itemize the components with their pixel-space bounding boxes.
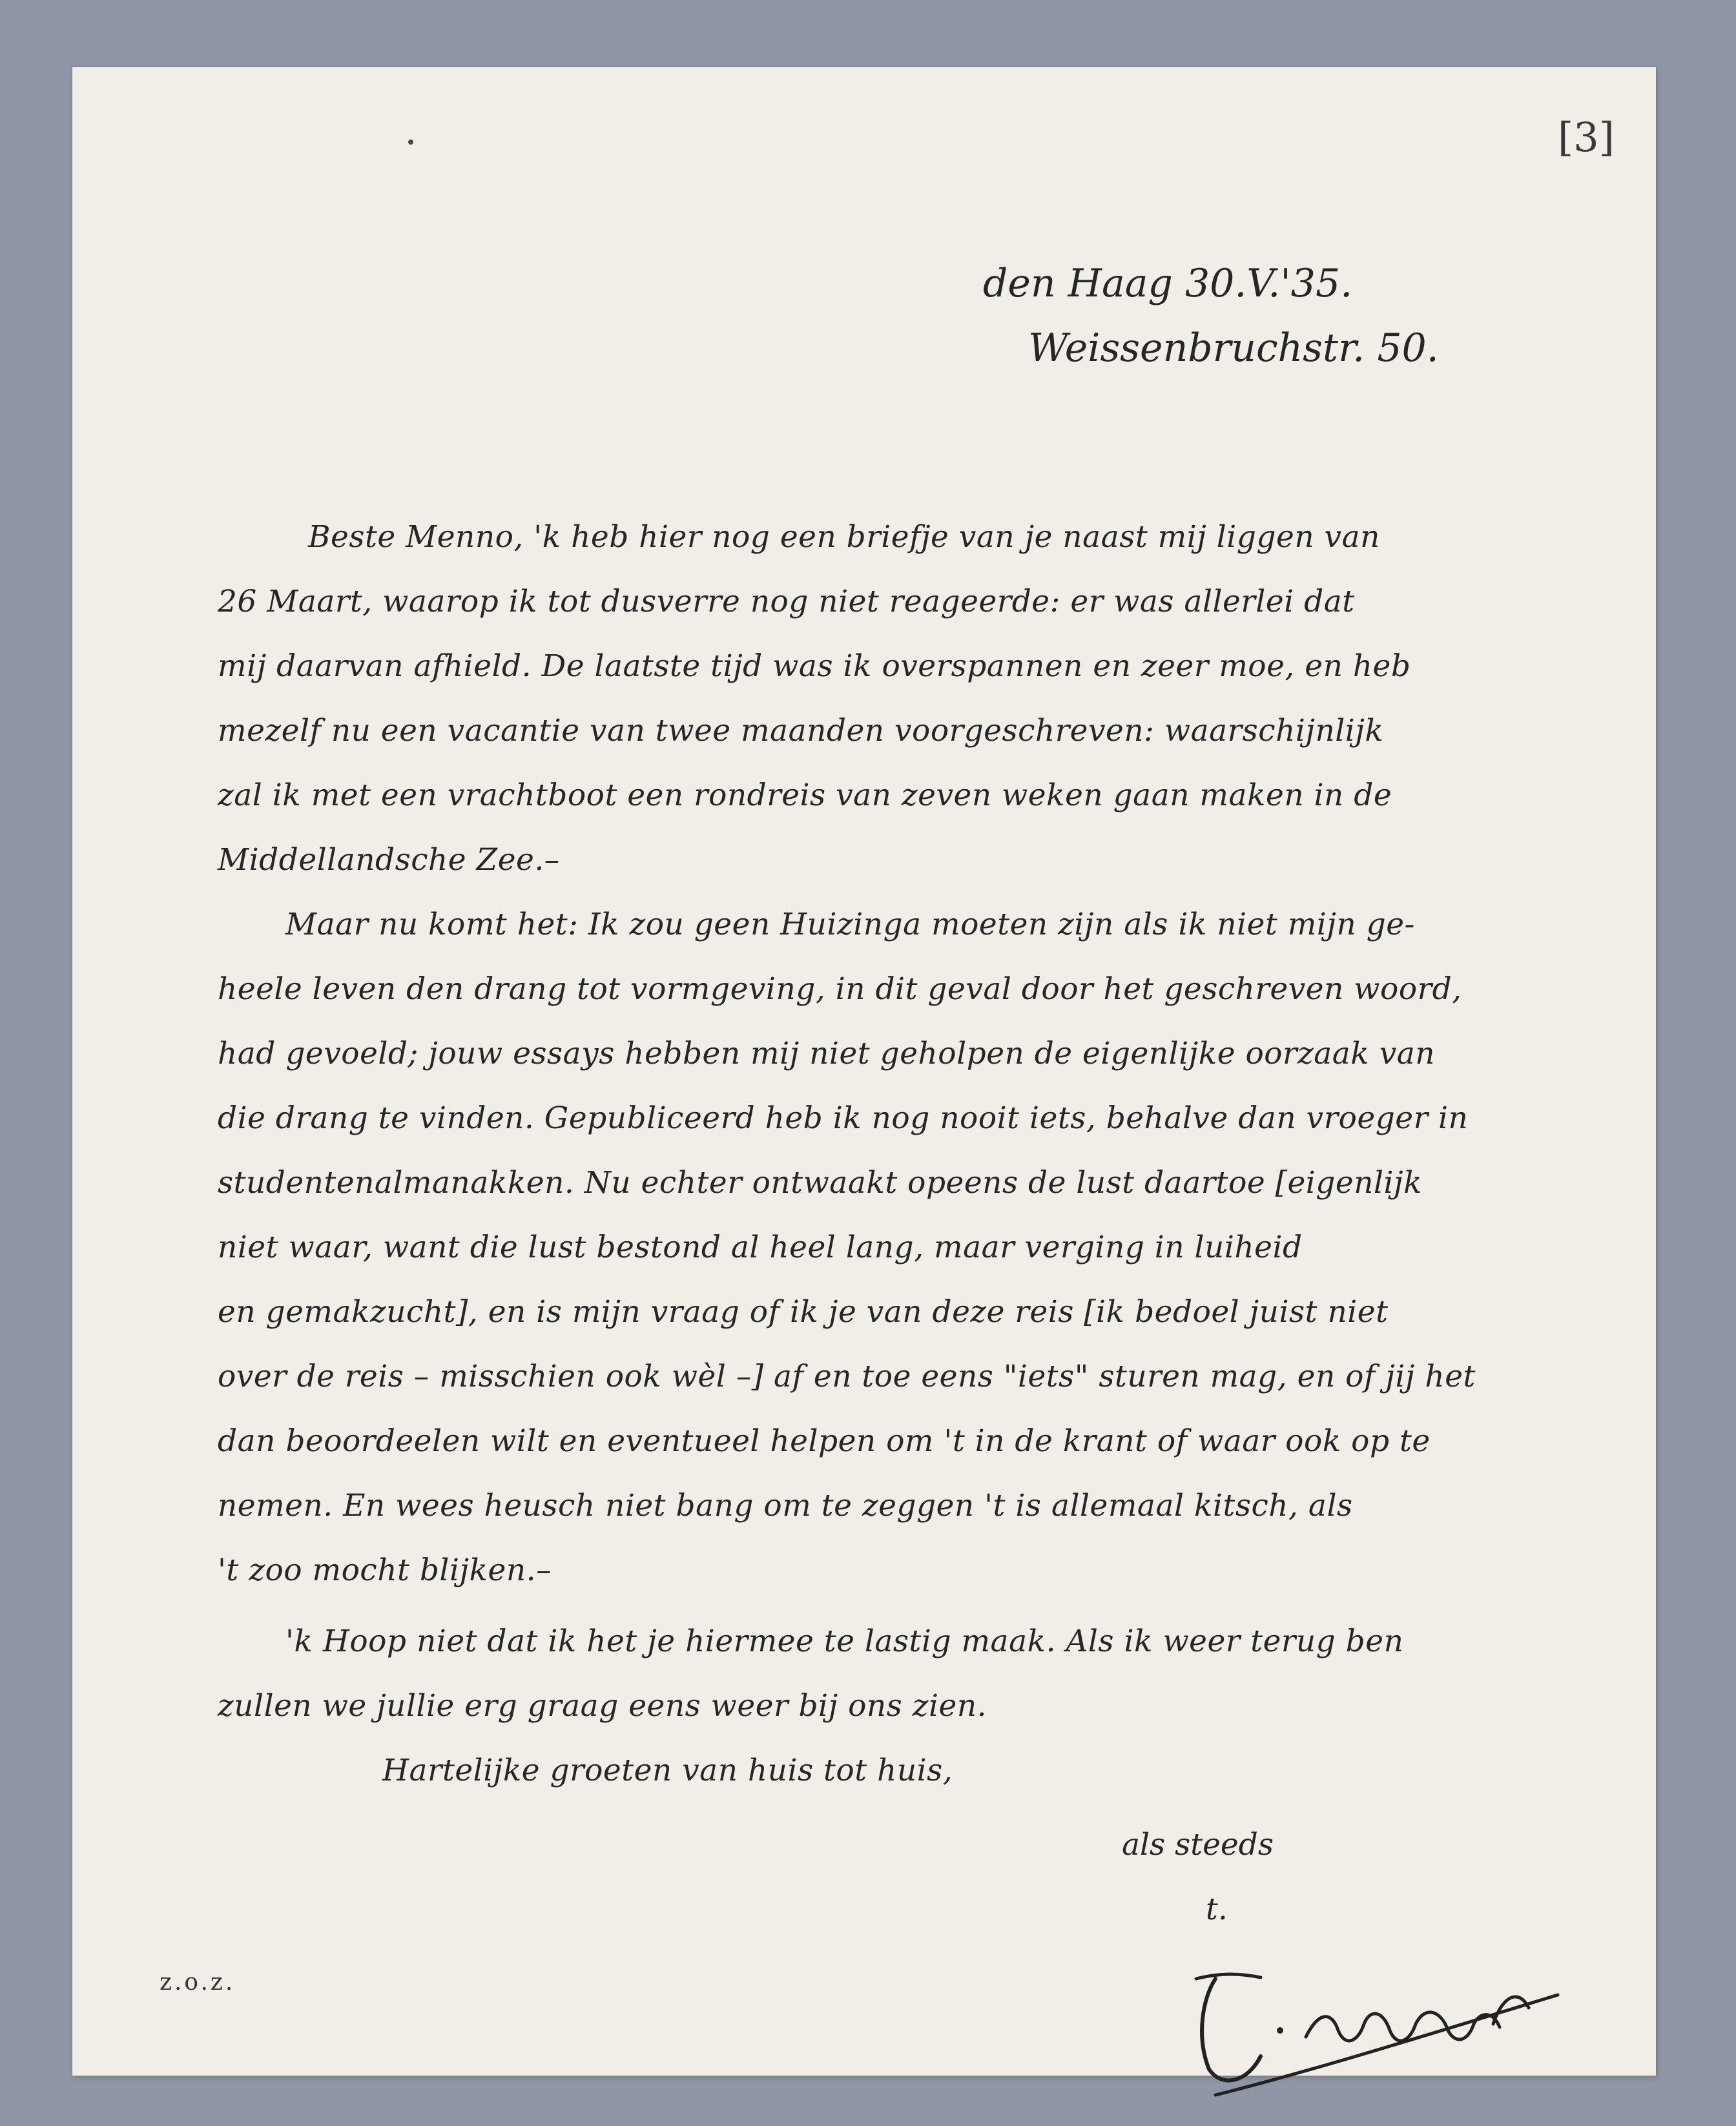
letter-line: Middellandsche Zee.–	[218, 842, 560, 878]
letter-line: 't zoo mocht blijken.–	[218, 1553, 552, 1588]
letter-line: mij daarvan afhield. De laatste tijd was ik overspannen en zeer moe, en heb	[218, 648, 1411, 684]
signature-image	[1170, 1934, 1584, 2108]
letter-line: die drang te vinden. Gepubliceerd heb ik nog nooit iets, behalve dan vroeger in	[218, 1100, 1469, 1136]
letter-line: nemen. En wees heusch niet bang om te zeggen 't is allemaal kitsch, als	[218, 1488, 1353, 1523]
letter-line: Maar nu komt het: Ik zou geen Huizinga moeten zijn als ik niet mijn ge-	[285, 907, 1415, 942]
ink-speck	[408, 139, 413, 145]
letter-line: mezelf nu een vacantie van twee maanden voorgeschreven: waarschijnlijk	[218, 713, 1384, 748]
letter-line: zal ik met een vrachtboot een rondreis van zeven weken gaan maken in de	[218, 778, 1392, 813]
closing-initial: t.	[1206, 1892, 1228, 1927]
letter-line: 'k Hoop niet dat ik het je hiermee te lastig maak. Als ik weer terug ben	[285, 1624, 1404, 1659]
letter-line: had gevoeld; jouw essays hebben mij niet geholpen de eigenlijke oorzaak van	[218, 1036, 1436, 1071]
letter-line: studentenalmanakken. Nu echter ontwaakt opeens de lust daartoe [eigenlijk	[218, 1165, 1423, 1201]
letter-line: dan beoordeelen wilt en eventueel helpen om 't in de krant of waar ook op te	[218, 1423, 1431, 1459]
letter-line: over de reis – misschien ook wèl –] af en toe eens "iets" sturen mag, en of jij het	[218, 1359, 1476, 1394]
letter-line: Hartelijke groeten van huis tot huis,	[382, 1753, 953, 1788]
letter-page	[72, 67, 1656, 2076]
closing-phrase: als steeds	[1122, 1827, 1274, 1863]
letter-line: en gemakzucht], en is mijn vraag of ik je van deze reis [ik bedoel juist niet	[218, 1294, 1389, 1330]
letter-line: niet waar, want die lust bestond al heel lang, maar verging in luiheid	[218, 1230, 1303, 1265]
letter-line: 26 Maart, waarop ik tot dusverre nog niet reageerde: er was allerlei dat	[218, 584, 1355, 619]
letter-line: Beste Menno, 'k heb hier nog een briefje van je naast mij liggen van	[308, 519, 1380, 555]
letter-line: heele leven den drang tot vormgeving, in dit geval door het geschreven woord,	[218, 971, 1462, 1007]
footer-note: z.o.z.	[160, 1969, 236, 1996]
letter-line: zullen we jullie erg graag eens weer bij ons zien.	[218, 1688, 987, 1724]
folio-number: [3]	[1558, 114, 1615, 161]
return-address: Weissenbruchstr. 50.	[1028, 325, 1439, 371]
place-date: den Haag 30.V.'35.	[983, 261, 1353, 306]
